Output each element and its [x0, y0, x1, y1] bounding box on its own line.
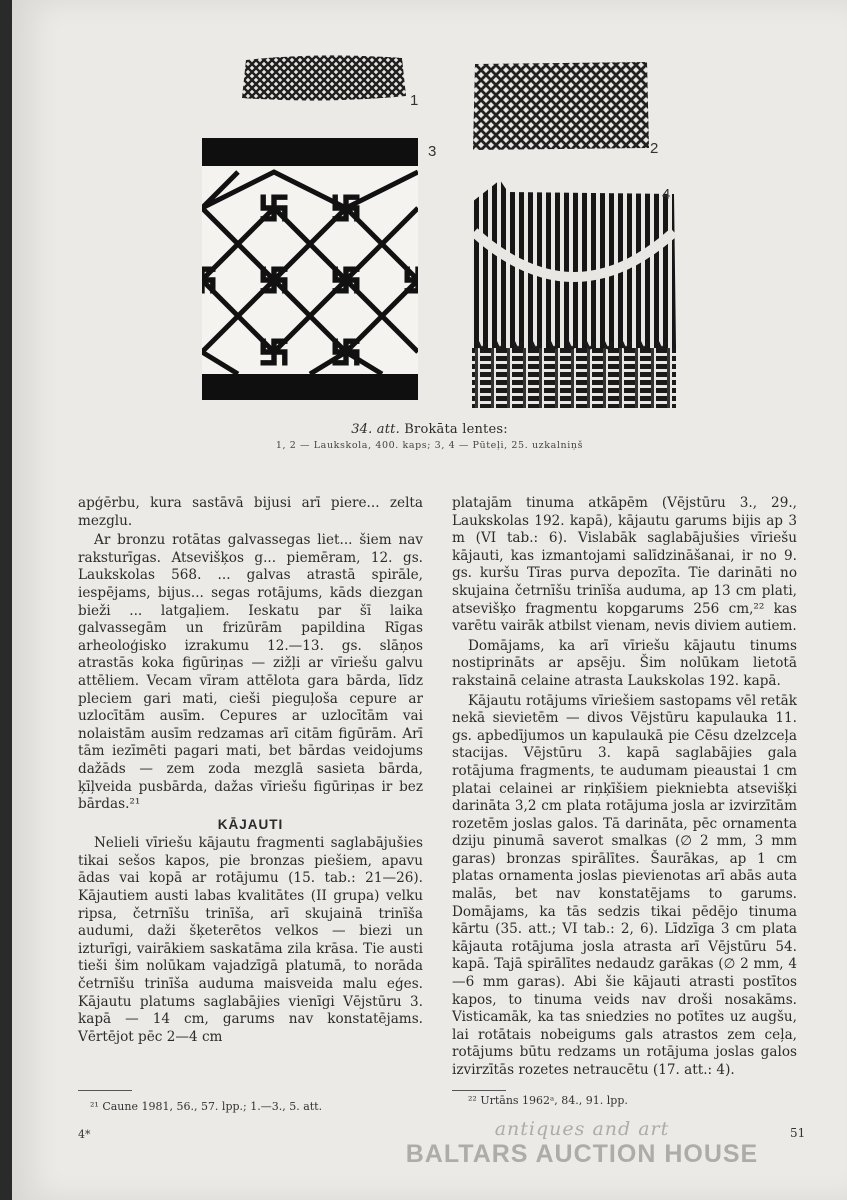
page-number: 51	[790, 1126, 806, 1140]
left-paragraph-2: Ar bronzu rotātas galvassegas liet... šiem nav raksturīgas. Atsevišķos g... piemēram, 12. gs. Laukskolas 568. ... galvas atrastā spirāle, iespējams, bijus... segas rotājums, kāds diezgan bieži ... latgaļiem. Ieskatu par šī laika galvassegām un frizūrām papildina Rīgas arheoloģisko izrakumu 12.—13. gs. slāņos atrastās koka figūriņas — zižļi ar vīriešu galvu attēliem. Vecam vīram attēlota gara bārda, līdz pleciem gari mati, cieši pieguļoša cepure ar uzlocītām ausīm. Cepures ar uzlocītām vai nolaistām ausīm redzamas arī citām figūrām. Arī tām iezīmēti pagari mati, bet bārdas veidojums dažāds — zem zoda mezglā sasieta bārda, ķīļveida pusbārda, dažas vīriešu figūriņas ir bez bārdas.²¹	[78, 532, 423, 813]
figure-label-2: 2	[650, 140, 659, 157]
figure-label-4: 4	[662, 186, 671, 203]
right-paragraph-3: Kājautu rotājums vīriešiem sastopams vēl retāk nekā sievietēm — divos Vējstūru kapulauka 11. gs. apbedījumos un kapulaukā pie Cēsu dzelzceļa stacijas. Vējstūru 3. kapā saglabājies gala rotājuma fragments, te audumam pieaustai 1 cm platai celainei ar riņķīšiem piekniebta atsevišķi darināta 3,2 cm plata rotājuma josla ar izvirzītām rozetēm joslas galos. Tā darināta, pēc ornamenta dziju pinumā saverot smalkas (∅ 2 mm, 3 mm garas) bronzas spirālītes. Šaurākas, ap 1 cm platas ornamenta joslas pievienotas arī abās auta malās, bet nav konstatējams to garums. Domājams, ka tās sedzis tikai pēdējo tinuma kārtu (35. att.; VI tab.: 2, 6). Līdzīga 3 cm plata kājauta rotājuma josla atrasta arī Vējstūru 54. kapā. Tajā spirālītes nedaudz garākas (∅ 2 mm, 4—6 mm garas). Abi šie kājauti atrasti postītos kapos, to tinuma veids nav droši nosakāms. Visticamāk, ka tas sniedzies no potītes uz augšu, lai rotātais nobeigums gals atrastos zem ceļa, rotājums būtu redzams un rotājuma joslas galos izvirzītās rozetes netraucētu (17. att.: 4).	[452, 692, 797, 1078]
left-column	[78, 495, 423, 1046]
right-column	[452, 495, 797, 1080]
footnote-rule-left	[78, 1090, 132, 1091]
right-paragraph-1: platajām tinuma atkāpēm (Vējstūru 3., 29., Laukskolas 192. kapā), kājautu garums bijis ap 3 m (VI tab.: 6). Vislabāk saglabājušies vīriešu kājauti, kas izmantojami salīdzināšanai, ir no 9. gs. kuršu Tīras purva depozīta. Tie darināti no skujaina četrnīšu trinīša auduma, ap 13 cm plati, atsevišķo fragmentu kopgarums 256 cm,²² kas varētu vairāk atbilst vienam, nevis diviem autiem.	[452, 495, 797, 635]
signature-mark: 4*	[78, 1128, 91, 1141]
caption-title-text: Brokāta lentes:	[404, 422, 508, 437]
footnote-21: ²¹ Caune 1981, 56., 57. lpp.; 1.—3., 5. att.	[90, 1100, 323, 1113]
left-paragraph-3: Nelieli vīriešu kājautu fragmenti saglabājušies tikai sešos kapos, pie bronzas piešiem, apavu ādas vai kopā ar rotājumu (15. tab.: 21—26). Kājautiem austi labas kvalitātes (II grupa) velku ripsa, četrnīšu trinīša, arī skujainā trinīša audumi, daži šķeterētos velkos — biezi un izturīgi, vairākiem saskatāma zila krāsa. Tie austi tieši šim nolūkam vajadzīgā platumā, to norāda četrnīšu trinīša auduma maisveida malu eģes. Kājautu platums saglabājies vienīgi Vējstūru 3. kapā — 14 cm, garums nav konstatējams. Vērtējot pēc 2—4 cm	[78, 835, 423, 1045]
footnote-rule-right	[452, 1090, 506, 1091]
footnote-22: ²² Urtāns 1962ᵃ, 84., 91. lpp.	[468, 1094, 628, 1107]
book-page	[12, 0, 847, 1200]
figure-label-3: 3	[428, 143, 437, 160]
watermark-tagline: antiques and art	[494, 1118, 670, 1140]
figure-1-lattice-strip	[240, 52, 408, 104]
auction-watermark	[372, 1118, 792, 1169]
figure-4-woven-fragment	[464, 172, 684, 412]
figure-label-1: 1	[410, 92, 419, 109]
figure-caption	[12, 422, 847, 451]
caption-detail: 1, 2 — Laukskola, 400. kaps; 3, 4 — Pūteļi, 25. uzkalniņš	[275, 440, 584, 451]
left-paragraph-1: apģērbu, kura sastāvā bijusi arī piere... zelta mezglu.	[78, 495, 423, 529]
section-heading: KĀJAUTI	[217, 816, 284, 832]
right-paragraph-2: Domājams, ka arī vīriešu kājautu tinums nostiprināts ar apsēju. Šim nolūkam lietotā rakstainā celaine atrasta Laukskolas 192. kapā.	[452, 637, 797, 689]
watermark-brand: BALTARS AUCTION HOUSE	[405, 1140, 759, 1168]
caption-title	[12, 422, 847, 437]
figure-3-brocade-swastika-band	[202, 138, 418, 400]
figure-2-lattice-fragment	[471, 60, 651, 152]
caption-figure-number: 34. att.	[351, 422, 400, 437]
